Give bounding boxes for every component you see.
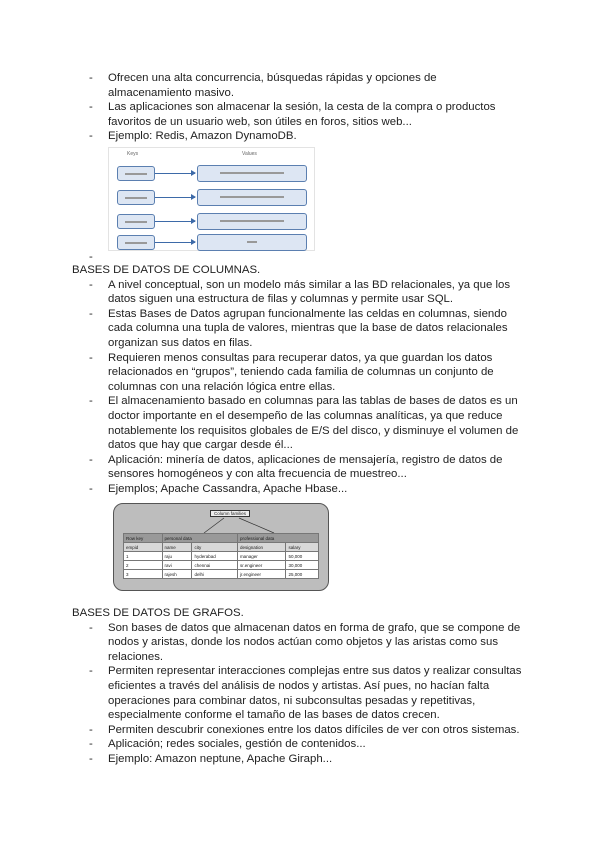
list-item xyxy=(72,307,522,351)
arrow-icon xyxy=(155,197,195,198)
bullet-dash: - xyxy=(89,738,93,751)
table-row xyxy=(124,570,319,579)
item-text: El almacenamiento basado en columnas para las tablas de bases de datos es un doctor importante en el desempeño de las columnas analíticas, ya que reduce notablemente los requisitos globales de E/S del disco, y disminuye el volumen de datos que hay que cargar desde él... xyxy=(108,395,519,452)
bullet-dash: - xyxy=(89,453,93,466)
list-item xyxy=(72,723,522,738)
key-value-diagram xyxy=(108,147,315,251)
value-box xyxy=(197,234,307,251)
table-row xyxy=(124,552,319,561)
list-item xyxy=(72,752,522,767)
key-box xyxy=(117,166,155,181)
column-family-table xyxy=(123,533,319,579)
table-row xyxy=(124,561,319,570)
column-cell: designation xyxy=(237,543,286,552)
cell: ravi xyxy=(162,561,192,570)
value-box xyxy=(197,189,307,206)
cell: 3 xyxy=(124,570,163,579)
list-item xyxy=(72,278,522,307)
item-text: Aplicación: minería de datos, aplicaciones de mensajería, registro de datos de sensores homogéneos y con alta frecuencia de muestreo... xyxy=(108,453,503,481)
item-text: Estas Bases de Datos agrupan funcionalmente las celdas en columnas, siendo cada columna una tupla de valores, mientras que la base de datos relacionales organizan sus datos en filas. xyxy=(108,307,508,349)
value-box xyxy=(197,165,307,182)
bullet-dash: - xyxy=(89,351,93,364)
cell: raju xyxy=(162,552,192,561)
value-box xyxy=(197,213,307,230)
arrow-icon xyxy=(155,173,195,174)
item-text: Ejemplos; Apache Cassandra, Apache Hbase... xyxy=(108,482,348,495)
item-text: A nivel conceptual, son un modelo más similar a las BD relacionales, ya que los datos siguen una estructura de filas y columnas y permite usar SQL. xyxy=(108,278,511,306)
column-cell: salary xyxy=(286,543,319,552)
key-box xyxy=(117,190,155,205)
columns-bullets xyxy=(72,278,522,497)
key-box xyxy=(117,214,155,229)
connector-lines xyxy=(114,504,328,534)
bullet-dash: - xyxy=(89,72,93,84)
header-cell: personal data xyxy=(162,534,237,543)
kv-list-block xyxy=(72,71,522,144)
bullet-dash: - xyxy=(89,278,93,291)
item-text: Requieren menos consultas para recuperar datos, ya que guardan los datos relacionados en “grupos”, teniendo cada familia de columnas un conjunto de columnas con una relación lógica entre ellas. xyxy=(108,351,494,393)
kv-bullets xyxy=(72,71,522,144)
item-text: Ejemplo: Amazon neptune, Apache Giraph... xyxy=(108,752,333,765)
arrow-icon xyxy=(155,221,195,222)
list-item xyxy=(72,394,522,452)
list-item xyxy=(72,737,522,752)
cell: 30,000 xyxy=(286,561,319,570)
keys-label: Keys xyxy=(127,151,139,157)
list-item xyxy=(72,71,522,100)
bullet-dash: - xyxy=(89,395,93,408)
cell: hyderabad xyxy=(192,552,238,561)
header-cell: professional data xyxy=(237,534,318,543)
bullet-dash: - xyxy=(89,251,93,263)
cell: delhi xyxy=(192,570,238,579)
bullet-dash: - xyxy=(89,752,93,765)
item-text: Permiten descubrir conexiones entre los datos difíciles de ver con otros sistemas. xyxy=(108,723,520,736)
graphs-bullets xyxy=(72,621,522,767)
item-text: Ofrecen una alta concurrencia, búsquedas rápidas y opciones de almacenamiento masivo. xyxy=(108,72,437,99)
cell: 1 xyxy=(124,552,163,561)
key-box xyxy=(117,235,155,250)
cell: 50,000 xyxy=(286,552,319,561)
section-heading: BASES DE DATOS DE GRAFOS. xyxy=(72,607,244,619)
cell: jr.engineer xyxy=(237,570,286,579)
section-heading: BASES DE DATOS DE COLUMNAS. xyxy=(72,264,261,276)
values-label: Values xyxy=(242,151,257,157)
list-item xyxy=(72,351,522,395)
item-text: Las aplicaciones son almacenar la sesión, la cesta de la compra o productos favoritos de un usuario web, son útiles en foros, sitios web... xyxy=(108,101,496,128)
cell: 25,000 xyxy=(286,570,319,579)
list-item xyxy=(72,100,522,129)
list-item xyxy=(72,129,522,144)
bullet-dash: - xyxy=(89,130,93,143)
cell: chennai xyxy=(192,561,238,570)
graphs-section xyxy=(72,606,522,767)
cell: 2 xyxy=(124,561,163,570)
list-item xyxy=(72,453,522,482)
item-text: Aplicación; redes sociales, gestión de contenidos... xyxy=(108,738,366,751)
cell: rajesh xyxy=(162,570,192,579)
list-item xyxy=(72,621,522,665)
bullet-dash: - xyxy=(89,621,93,634)
column-cell: name xyxy=(162,543,192,552)
item-text: Ejemplo: Redis, Amazon DynamoDB. xyxy=(108,130,297,143)
cell: sr.engineer xyxy=(237,561,286,570)
bullet-dash: - xyxy=(89,723,93,736)
header-cell: Row key xyxy=(124,534,163,543)
column-cell: city xyxy=(192,543,238,552)
bullet-dash: - xyxy=(89,482,93,495)
bullet-dash: - xyxy=(89,665,93,678)
diagram-title: Column families xyxy=(210,510,250,517)
column-cell: empid xyxy=(124,543,163,552)
bullet-dash: - xyxy=(89,307,93,320)
cell: manager xyxy=(237,552,286,561)
list-item xyxy=(72,482,522,497)
column-family-diagram xyxy=(113,503,329,591)
columns-section xyxy=(72,263,522,497)
arrow-icon xyxy=(155,242,195,243)
list-item xyxy=(72,664,522,722)
item-text: Permiten representar interacciones complejas entre sus datos y realizar consultas eficientes a través del análisis de nodos y artistas. Así pues, no hacían falta operaciones para combinar datos, ni subconsultas pesadas y repetitivas, especialmente conforme el tamaño de las bases de datos crecen. xyxy=(108,665,522,722)
item-text: Son bases de datos que almacenan datos en forma de grafo, que se compone de nodos y aristas, donde los nodos actúan como objetos y las aristas como sus relaciones. xyxy=(108,621,521,663)
bullet-dash: - xyxy=(89,101,93,114)
